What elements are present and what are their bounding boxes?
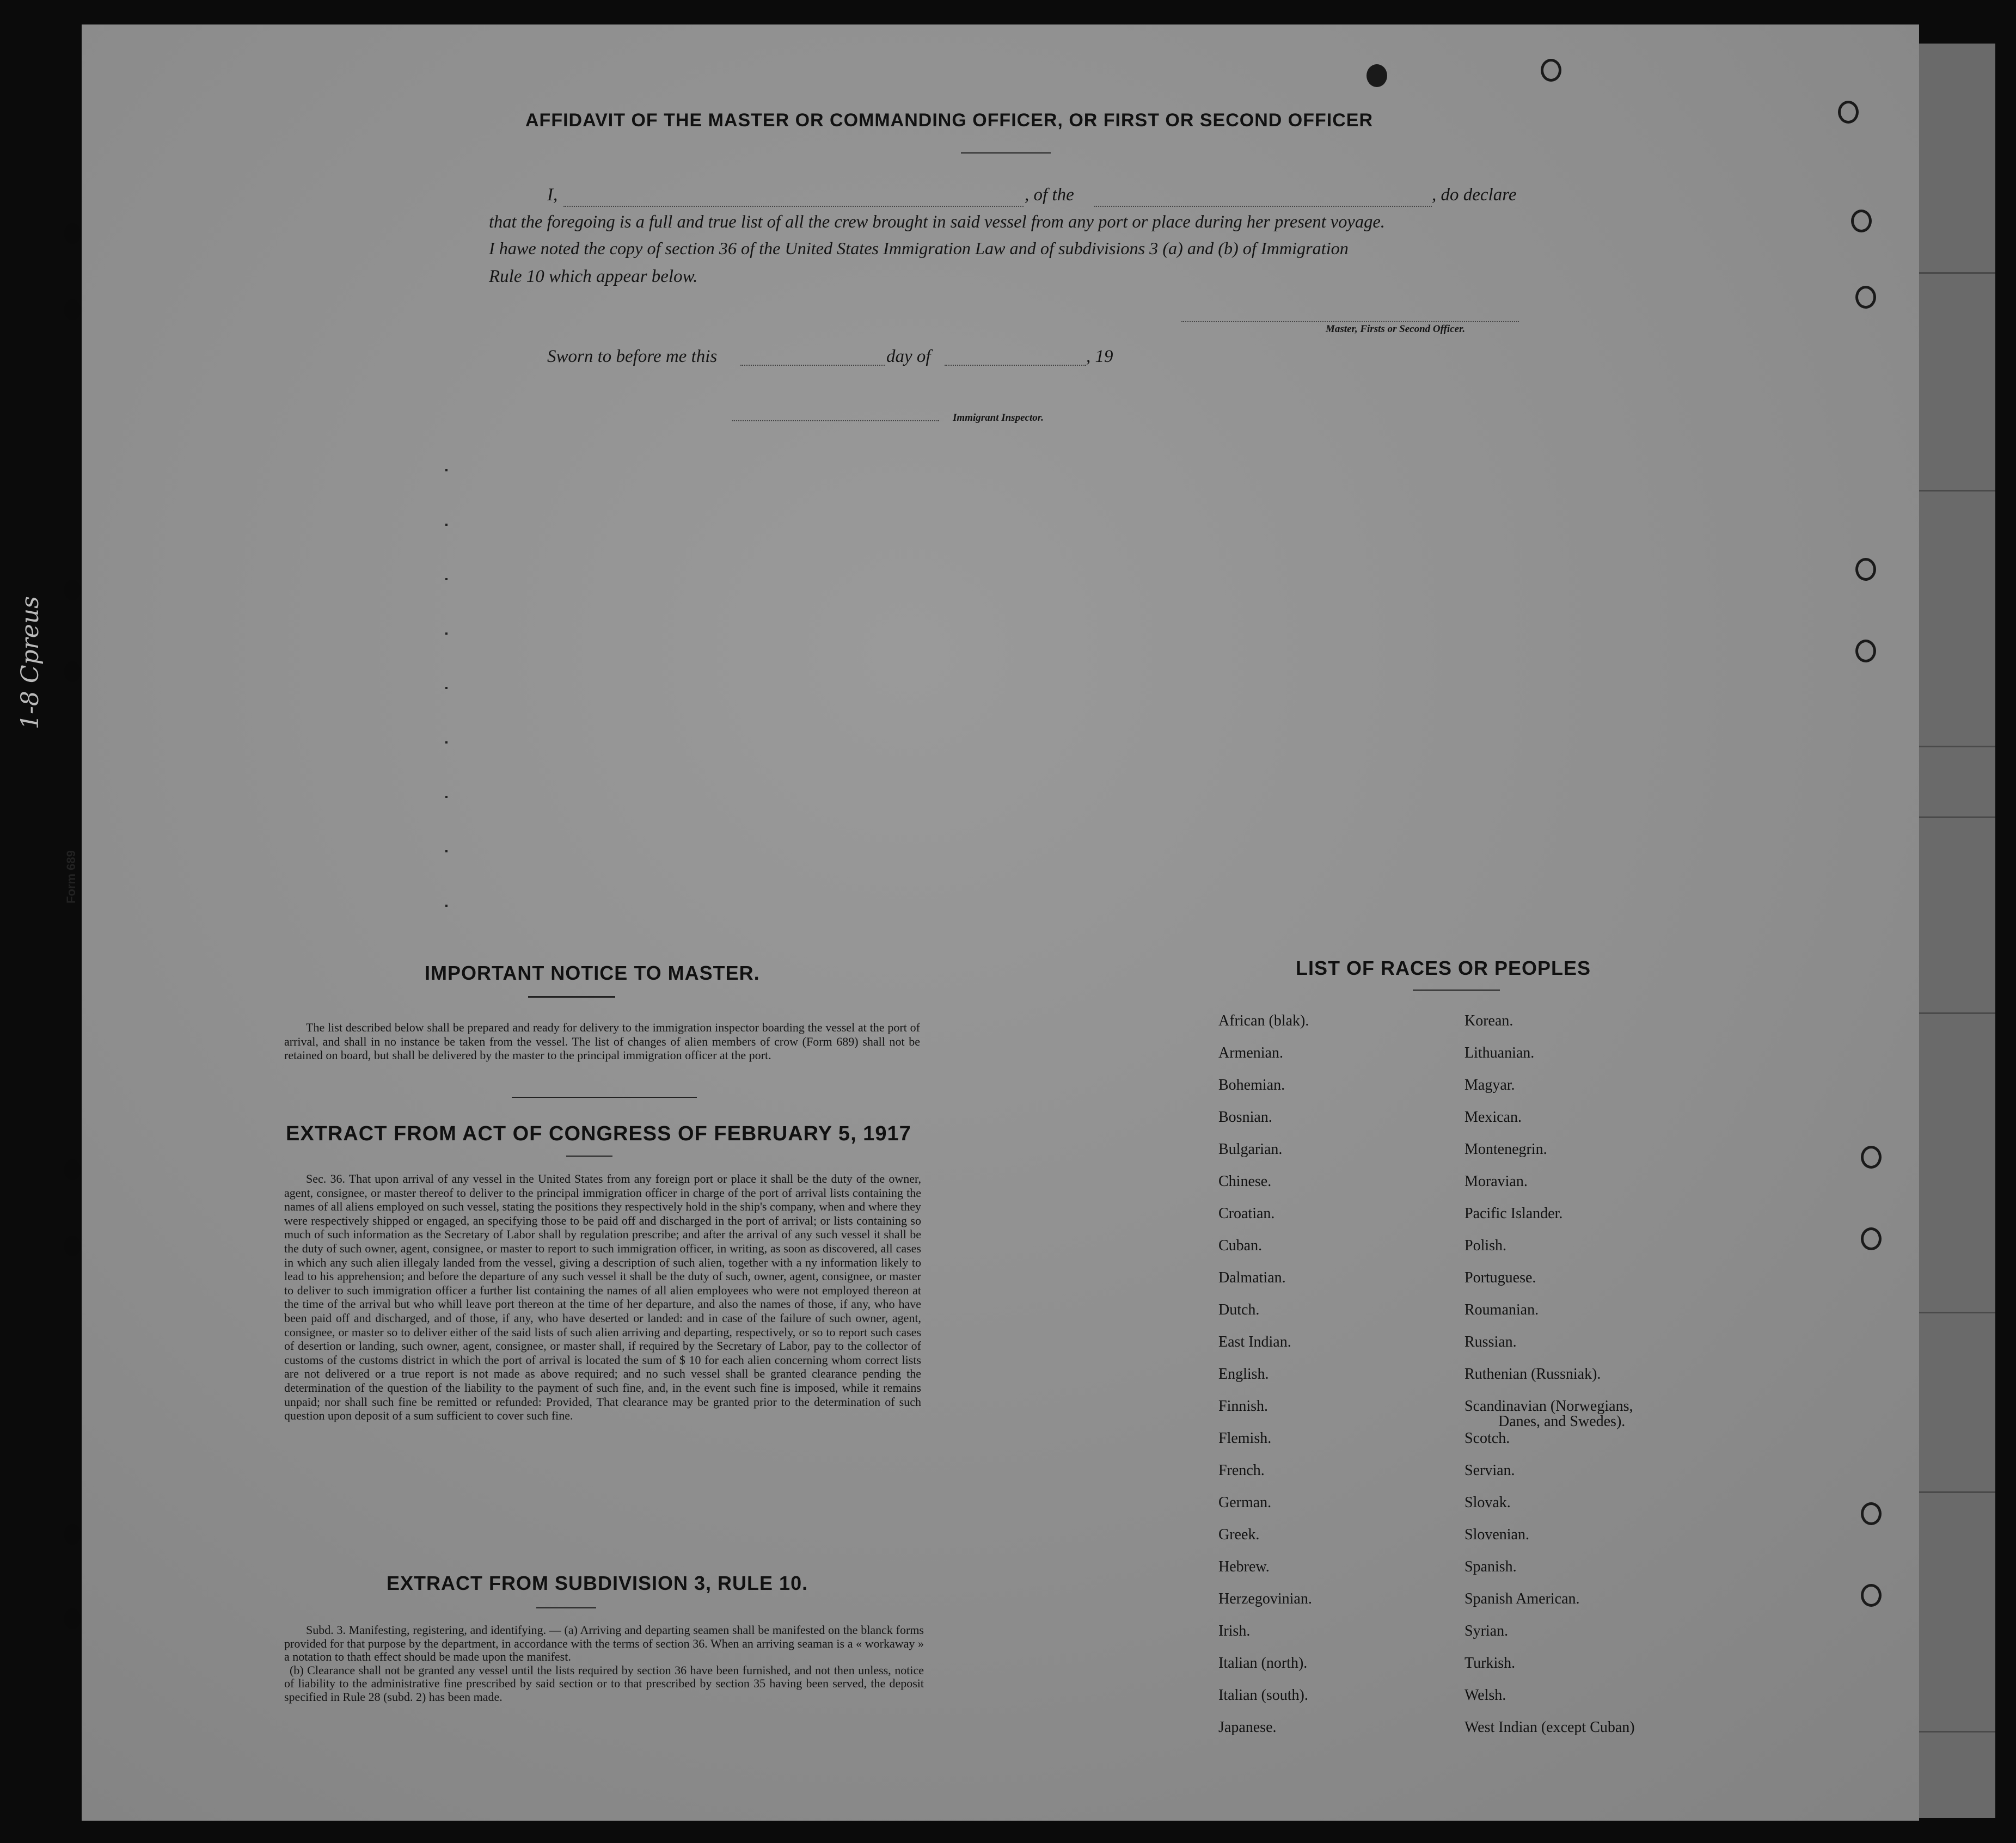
race-item: Italian (south). bbox=[1218, 1687, 1308, 1704]
race-item: Italian (north). bbox=[1218, 1655, 1308, 1672]
margin-tick bbox=[445, 469, 448, 471]
binding-tab-strip bbox=[1919, 44, 1995, 1818]
race-item: Syrian. bbox=[1464, 1623, 1509, 1639]
race-item: Montenegrin. bbox=[1464, 1141, 1547, 1158]
signature-field[interactable] bbox=[1181, 321, 1519, 322]
binder-hole-icon bbox=[1855, 286, 1876, 309]
binder-hole-icon bbox=[1861, 1146, 1882, 1169]
race-item: French. bbox=[1218, 1462, 1265, 1479]
sworn-year: , 19 bbox=[1086, 347, 1113, 366]
signature-caption: Master, Firsts or Second Officer. bbox=[1326, 323, 1466, 335]
race-item: Polish. bbox=[1464, 1237, 1507, 1254]
binder-hole-icon bbox=[1367, 64, 1387, 87]
race-item: Slovak. bbox=[1464, 1494, 1511, 1511]
race-item: Dalmatian. bbox=[1218, 1269, 1286, 1286]
race-item: Irish. bbox=[1218, 1623, 1251, 1639]
races-right-column bbox=[1464, 1012, 1748, 1742]
race-item: Magyar. bbox=[1464, 1077, 1515, 1093]
race-item: Scotch. bbox=[1464, 1430, 1510, 1447]
races-title: LIST OF RACES OR PEOPLES bbox=[1296, 957, 1591, 979]
affidavit-do-declare: , do declare bbox=[1432, 185, 1517, 205]
sworn-day-of: day of bbox=[886, 347, 931, 366]
form-number: Form 689 bbox=[64, 850, 78, 904]
race-item: Welsh. bbox=[1464, 1687, 1506, 1704]
race-item: Croatian. bbox=[1218, 1205, 1275, 1222]
race-item: Pacific Islander. bbox=[1464, 1205, 1563, 1222]
inspector-caption: Immigrant Inspector. bbox=[953, 412, 1044, 423]
margin-tick bbox=[445, 632, 448, 635]
race-item: Spanish American. bbox=[1464, 1590, 1580, 1607]
race-item: Scandinavian (Norwegians, bbox=[1464, 1398, 1633, 1415]
race-item: Lithuanian. bbox=[1464, 1045, 1535, 1061]
left-margin-dot bbox=[64, 1608, 81, 1629]
race-item: English. bbox=[1218, 1366, 1269, 1383]
race-item: Mexican. bbox=[1464, 1109, 1522, 1126]
race-item: Bosnian. bbox=[1218, 1109, 1272, 1126]
binder-hole-icon bbox=[1861, 1502, 1882, 1525]
race-item: Russian. bbox=[1464, 1334, 1517, 1350]
binder-hole-icon bbox=[1855, 640, 1876, 662]
binder-hole-icon bbox=[1861, 1584, 1882, 1607]
races-left-column bbox=[1218, 1012, 1447, 1742]
notice-bottom-divider bbox=[512, 1097, 697, 1098]
margin-tick bbox=[445, 687, 448, 689]
inspector-signature-field[interactable] bbox=[732, 420, 939, 421]
left-margin-dot bbox=[64, 1524, 81, 1545]
title-divider bbox=[961, 152, 1051, 153]
affidavit-line-3: I hawe noted the copy of section 36 of the United States Immigration Law and of subdivisions 3 (a) and (b) of Immigration bbox=[489, 238, 1349, 258]
left-margin-dot bbox=[64, 1236, 81, 1256]
sworn-day-field[interactable] bbox=[740, 365, 885, 366]
affidavit-line-4: Rule 10 which appear below. bbox=[489, 267, 698, 286]
race-item: Servian. bbox=[1464, 1462, 1515, 1479]
race-item: Moravian. bbox=[1464, 1173, 1528, 1190]
margin-tick bbox=[445, 578, 448, 580]
race-item: East Indian. bbox=[1218, 1334, 1291, 1350]
handwritten-side-note: 1-8 Cpreus bbox=[16, 596, 44, 729]
notice-title: IMPORTANT NOTICE TO MASTER. bbox=[425, 962, 760, 984]
act-title: EXTRACT FROM ACT OF CONGRESS OF FEBRUARY 5, 1917 bbox=[286, 1122, 911, 1145]
race-item-continuation: Danes, and Swedes). bbox=[1498, 1413, 1626, 1430]
left-margin-dot bbox=[64, 223, 81, 244]
rule-text-b: (b) Clearance shall not be granted any vessel until the lists required by section 36 have been furnished, and not then unless, notice of liability to the administrative fine prescribed by said section or to that prescribed by section 35 having been served, the deposit specified in Rule 28 (subd. 2) has been made. bbox=[284, 1663, 924, 1704]
race-item: Bohemian. bbox=[1218, 1077, 1285, 1093]
vessel-field[interactable] bbox=[1094, 206, 1432, 207]
margin-tick bbox=[445, 741, 448, 744]
margin-tick bbox=[445, 524, 448, 526]
race-item: Japanese. bbox=[1218, 1719, 1277, 1736]
rule-title: EXTRACT FROM SUBDIVISION 3, RULE 10. bbox=[387, 1572, 808, 1594]
notice-divider bbox=[528, 996, 615, 998]
race-item: Slovenian. bbox=[1464, 1526, 1529, 1543]
act-text: Sec. 36. That upon arrival of any vessel in the United States from any foreign port or place it shall be the duty of the owner, agent, consignee, or master thereof to deliver to the principal immigration officer in charge of the port of arrival lists containing the names of all aliens employed on such vessel, stating the positions they respectively hold in the ship's company, when and where they were respectively shipped or engaged, an specifying those to be paid off and discharged in the port of arrival; or lists containing so much of such information as the Secretary of Labor shall by regulation prescribe; and after the arrival of any such vessel it shall be the duty of such owner, agent, consignee, or master to report to such immigration officer, in writing, as soon as discovered, all cases in which any such alien illegaly landed from the vessel, giving a description of such alien, together with a ny information likely to lead to his apprehension; and before the departure of any such vessel it shall be the duty of such, owner, agent, consignee, or master to deliver to such immigration officer a further list containing the names of all alien employees who were not employed thereon at the time of the arrival but who whill leave port thereon at the time of her departure, and also the names of those, if any, who have been paid off and discharged, and of those, if any, who have deserted or landed: and in case of the failure of such owner, agent, consignee, or master so to deliver either of the said lists of such alien arriving and departing, respectively, or so to report such cases of desertion or landing, such owner, agent, consignee, or master shall, if required by the Secretary of Labor, pay to the collector of customs of the customs district in which the port of arrival is located the sum of $ 10 for each alien concerning whom correct lists are not delivered or a true report is not made as above required; and no such vessel shall be granted clearance pending the determination of the question of the liability to the payment of such fine, and, in the event such fine is imposed, while it remains unpaid; nor shall such fine be remitted or refunded: Provided, That clearance may be granted prior to the determination of such question upon deposit of a sum sufficient to cover such fine. bbox=[284, 1172, 921, 1423]
rule-text-a: Subd. 3. Manifesting, registering, and identifying. — (a) Arriving and departing seamen shall be manifested on the blanck forms provided for that purpose by the department, in accordance with the terms of section 36. When an arriving seaman is a « workaway » a notation to thath effect should be made upon the manifest. bbox=[284, 1623, 924, 1664]
race-item: West Indian (except Cuban) bbox=[1464, 1719, 1635, 1736]
race-item: Chinese. bbox=[1218, 1173, 1272, 1190]
race-item: Herzegovinian. bbox=[1218, 1590, 1312, 1607]
binder-hole-icon bbox=[1838, 101, 1859, 124]
race-item: Turkish. bbox=[1464, 1655, 1516, 1672]
binder-hole-icon bbox=[1855, 558, 1876, 581]
binder-hole-icon bbox=[1541, 59, 1561, 82]
margin-tick bbox=[445, 905, 448, 907]
race-item: Ruthenian (Russniak). bbox=[1464, 1366, 1601, 1383]
binder-hole-icon bbox=[1851, 210, 1872, 232]
race-item: Korean. bbox=[1464, 1012, 1513, 1029]
race-item: Dutch. bbox=[1218, 1301, 1260, 1318]
affidavit-line-2: that the foregoing is a full and true list of all the crew brought in said vessel from any port or place during her present voyage. bbox=[489, 212, 1385, 232]
affidavit-i: I, bbox=[547, 185, 558, 205]
left-margin-dot bbox=[64, 1159, 81, 1180]
race-item: Greek. bbox=[1218, 1526, 1260, 1543]
race-item: German. bbox=[1218, 1494, 1272, 1511]
rule-text bbox=[284, 1624, 924, 1704]
race-item: Armenian. bbox=[1218, 1045, 1283, 1061]
left-margin-dot bbox=[64, 580, 81, 600]
left-margin-dot bbox=[64, 299, 81, 320]
rule-divider bbox=[536, 1607, 596, 1608]
binder-hole-icon bbox=[1861, 1227, 1882, 1250]
race-item: Hebrew. bbox=[1218, 1558, 1270, 1575]
margin-tick bbox=[445, 796, 448, 798]
race-item: African (blak). bbox=[1218, 1012, 1309, 1029]
race-item: Roumanian. bbox=[1464, 1301, 1539, 1318]
race-item: Portuguese. bbox=[1464, 1269, 1536, 1286]
sworn-prefix: Sworn to before me this bbox=[547, 347, 718, 366]
act-divider bbox=[566, 1156, 612, 1157]
name-field[interactable] bbox=[563, 206, 1024, 207]
margin-tick bbox=[445, 850, 448, 852]
race-item: Spanish. bbox=[1464, 1558, 1517, 1575]
notice-text: The list described below shall be prepared and ready for delivery to the immigration inspector boarding the vessel at the port of arrival, and shall in no instance be taken from the vessel. The list of changes of alien members of crow (Form 689) shall not be retained on board, but shall be delivered by the master to the principal immigration officer at the port. bbox=[284, 1021, 920, 1062]
races-divider bbox=[1413, 990, 1500, 991]
race-item: Finnish. bbox=[1218, 1398, 1269, 1415]
race-item: Bulgarian. bbox=[1218, 1141, 1283, 1158]
sworn-month-field[interactable] bbox=[945, 365, 1086, 366]
affidavit-of-the: , of the bbox=[1025, 185, 1074, 205]
race-item: Cuban. bbox=[1218, 1237, 1263, 1254]
affidavit-title: AFFIDAVIT OF THE MASTER OR COMMANDING OFFICER, OR FIRST OR SECOND OFFICER bbox=[525, 110, 1373, 131]
race-item: Flemish. bbox=[1218, 1430, 1272, 1447]
left-margin-dot bbox=[64, 661, 81, 682]
